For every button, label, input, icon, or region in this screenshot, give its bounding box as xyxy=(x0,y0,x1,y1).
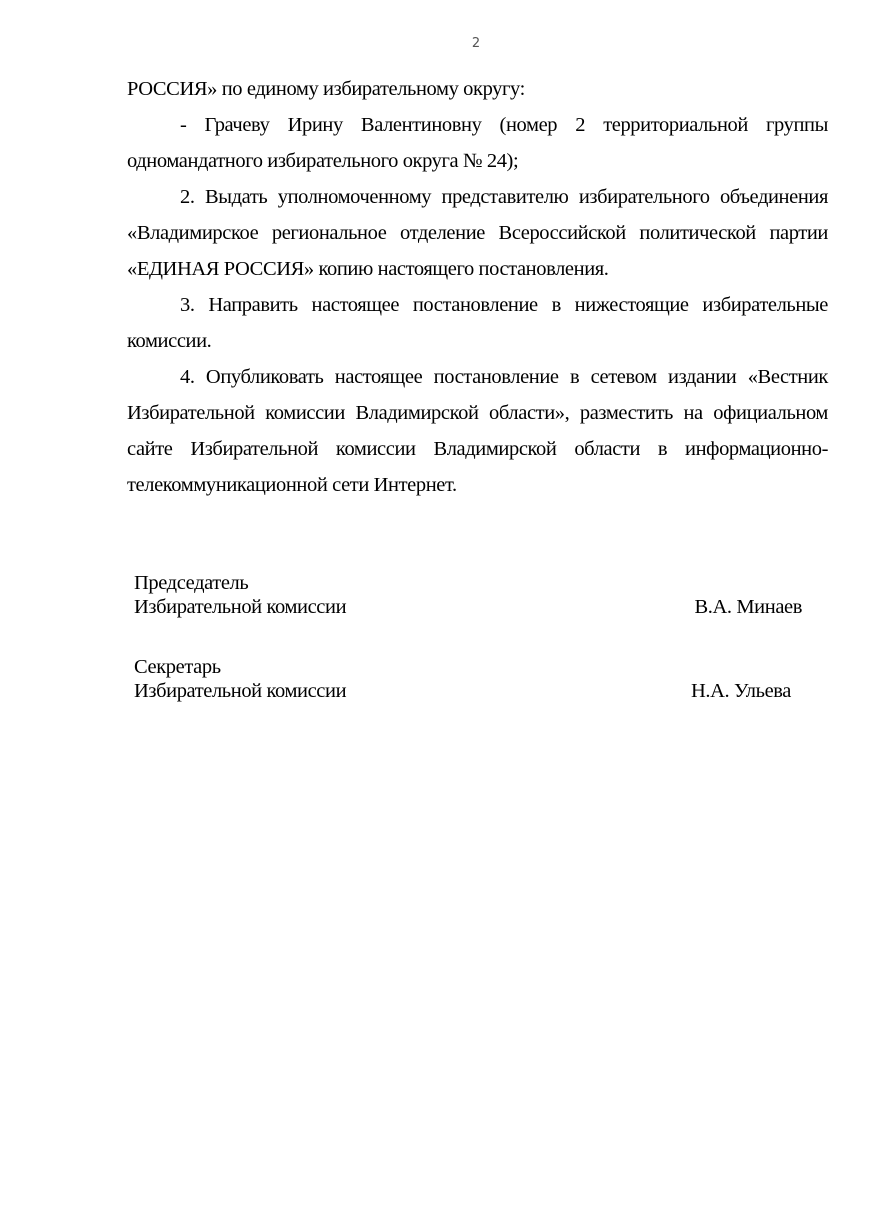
paragraph-item-2: 2. Выдать уполномоченному представителю избирательного объединения «Владимирское региональное отделение Всероссийской политической партии «ЕДИНАЯ РОССИЯ» копию настоящего постановления. xyxy=(127,186,828,280)
paragraph-item-3: 3. Направить настоящее постановление в нижестоящие избирательные комиссии. xyxy=(127,294,828,352)
signature-chairman xyxy=(134,571,802,619)
document-body xyxy=(127,71,828,503)
paragraph-candidate: - Грачеву Ирину Валентиновну (номер 2 территориальной группы одномандатного избирательного округа № 24); xyxy=(127,114,828,172)
signature-secretary xyxy=(134,655,802,703)
signature-title-line2: Избирательной комиссии xyxy=(134,680,347,702)
signature-title-line2: Избирательной комиссии xyxy=(134,596,347,618)
paragraph-continuation: РОССИЯ» по единому избирательному округу: xyxy=(127,78,525,100)
signature-title-line1: Секретарь xyxy=(134,656,221,678)
signature-name: В.А. Минаев xyxy=(694,596,802,618)
signature-title-line1: Председатель xyxy=(134,572,249,594)
signature-name: Н.А. Ульева xyxy=(691,680,791,702)
page-number: 2 xyxy=(471,36,481,51)
paragraph-item-4: 4. Опубликовать настоящее постановление в сетевом издании «Вестник Избирательной комиссии Владимирской области», разместить на официальном сайте Избирательной комиссии Владимирской области в информационно-телекоммуникационной сети Интернет. xyxy=(127,366,828,496)
